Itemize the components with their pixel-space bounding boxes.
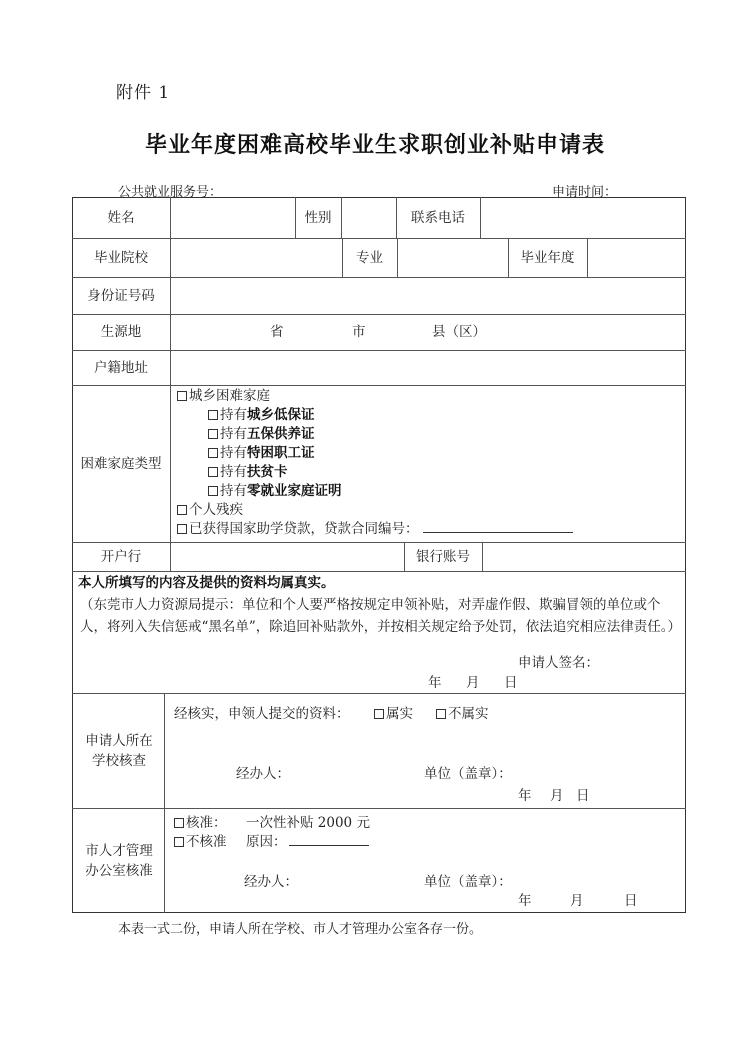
office-unit-seal-label: 单位（盖章）： [424, 874, 512, 890]
reject-reason-field[interactable] [289, 833, 369, 846]
cert-option-5[interactable]: 持有零就业家庭证明 [208, 482, 342, 500]
cert-option-2[interactable]: 持有五保供养证 [208, 425, 315, 443]
declaration-notice: （东莞市人力资源局提示：单位和个人要严格按规定申领补贴，对弄虚作假、欺骗冒领的单位或个人，将列入失信惩戒“黑名单”，除追回补贴款外，并按相关规定给予处罚，依法追究相应法律责任。） [80, 597, 682, 635]
declaration-date-year: 年 [428, 675, 442, 691]
school-date-day: 日 [576, 788, 590, 804]
column-divider [482, 542, 483, 571]
office-reject-option[interactable]: 不核准 [174, 833, 227, 851]
checkbox-icon[interactable] [208, 486, 218, 496]
column-divider [587, 238, 588, 277]
form-title: 毕业年度困难高校毕业生求职创业补贴申请表 [144, 132, 605, 158]
checkbox-icon[interactable] [208, 429, 218, 439]
checkbox-icon[interactable] [208, 448, 218, 458]
column-divider [164, 693, 165, 913]
checkbox-icon[interactable] [177, 524, 187, 534]
school-label: 毕业院校 [94, 249, 148, 266]
column-divider [397, 238, 398, 277]
office-date-month: 月 [570, 893, 584, 909]
row-divider [72, 571, 686, 572]
column-divider [480, 197, 481, 238]
school-review-label: 申请人所在学校核查 [85, 732, 153, 769]
major-label: 专业 [356, 249, 383, 266]
name-label: 姓名 [107, 209, 135, 226]
office-reject-reason: 原因： [246, 833, 369, 851]
gender-label: 性别 [304, 209, 332, 226]
urban-rural-option[interactable]: 城乡困难家庭 [177, 387, 270, 405]
hardship-type-label: 困难家庭类型 [80, 455, 162, 472]
hukou-address-label: 户籍地址 [94, 359, 148, 376]
phone-label: 联系电话 [411, 209, 465, 226]
declaration-date-day: 日 [504, 675, 518, 691]
origin-province-label: 省 [270, 324, 284, 340]
school-verify-text: 经核实，申领人提交的资料： [174, 706, 350, 722]
checkbox-icon[interactable] [174, 818, 184, 828]
checkbox-icon[interactable] [174, 837, 184, 847]
checkbox-icon[interactable] [436, 709, 446, 719]
column-divider [170, 542, 171, 571]
origin-label: 生源地 [100, 324, 142, 340]
loan-number-field[interactable] [423, 520, 573, 533]
origin-city-label: 市 [352, 324, 366, 340]
row-divider [72, 385, 686, 386]
column-divider [341, 197, 342, 238]
attachment-label: 附件 1 [116, 83, 171, 103]
checkbox-icon[interactable] [208, 410, 218, 420]
cert-option-4[interactable]: 持有扶贫卡 [208, 463, 288, 481]
cert-option-3[interactable]: 持有特困职工证 [208, 444, 315, 462]
office-approve-amount: 一次性补贴 2000 元 [246, 815, 370, 831]
footer-note: 本表一式二份，申请人所在学校、市人才管理办公室各存一份。 [118, 922, 483, 937]
column-divider [170, 197, 171, 542]
office-review-label: 市人才管理办公室核准 [85, 842, 153, 879]
applicant-signature-label: 申请人签名： [518, 655, 599, 671]
checkbox-icon[interactable] [177, 505, 187, 515]
loan-option[interactable]: 已获得国家助学贷款，贷款合同编号： [177, 520, 573, 538]
office-date-year: 年 [518, 893, 532, 909]
checkbox-icon[interactable] [374, 709, 384, 719]
account-label: 银行账号 [416, 548, 470, 565]
checkbox-icon[interactable] [208, 467, 218, 477]
service-number-label: 公共就业服务号： [118, 185, 223, 200]
school-handler-label: 经办人： [236, 766, 290, 782]
office-handler-label: 经办人： [244, 874, 298, 890]
disabled-option[interactable]: 个人残疾 [177, 501, 243, 519]
origin-county-label: 县（区） [432, 324, 486, 340]
bank-label: 开户行 [100, 548, 142, 565]
checkbox-icon[interactable] [177, 391, 187, 401]
school-false-option[interactable]: 不属实 [436, 705, 489, 723]
id-number-label: 身份证号码 [87, 287, 155, 304]
school-unit-seal-label: 单位（盖章）： [424, 766, 512, 782]
school-date-year: 年 [518, 788, 532, 804]
apply-time-label: 申请时间： [552, 185, 618, 200]
declaration-statement: 本人所填写的内容及提供的资料均属真实。 [78, 575, 335, 591]
cert-option-1[interactable]: 持有城乡低保证 [208, 406, 315, 424]
office-approve-option[interactable]: 核准： [174, 814, 227, 832]
school-true-option[interactable]: 属实 [374, 705, 413, 723]
grad-year-label: 毕业年度 [520, 249, 575, 266]
school-date-month: 月 [550, 788, 564, 804]
office-date-day: 日 [624, 893, 638, 909]
declaration-date-month: 月 [466, 675, 480, 691]
